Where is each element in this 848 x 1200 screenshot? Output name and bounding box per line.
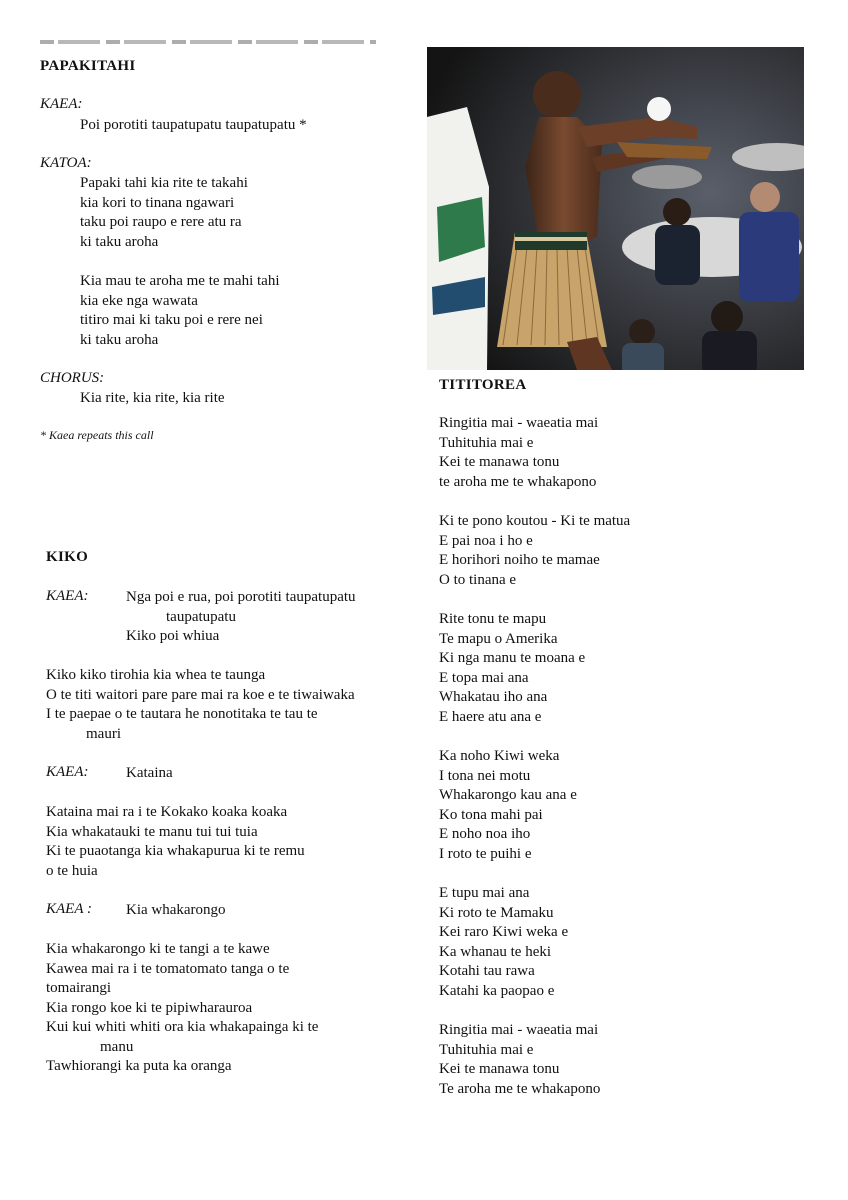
kiko-verse3 <box>46 940 318 1077</box>
kiko-verse2 <box>46 803 305 881</box>
text-line: mauri <box>86 725 121 742</box>
text-line: Ringitia mai - waeatia mai <box>439 415 599 431</box>
text-line: taupatupatu <box>166 608 236 625</box>
text-line: Te aroha me te whakapono <box>439 1080 601 1097</box>
text-line: Kia rite, kia rite, kia rite <box>80 390 225 406</box>
papakitahi-footnote: * Kaea repeats this call <box>40 428 154 442</box>
text-line: Ki roto te Mamaku <box>439 904 554 921</box>
tititorea-stanza-3 <box>439 610 585 727</box>
header-rule <box>40 40 376 44</box>
text-line: Ko tona mahi pai <box>439 806 543 823</box>
kiko-title: KIKO <box>46 549 89 565</box>
text-line: Poi porotiti taupatupatu taupatupatu * <box>80 117 307 133</box>
text-line: Te mapu o Amerika <box>439 630 558 647</box>
text-line: kia kori to tinana ngawari <box>80 194 235 211</box>
text-line: o te huia <box>46 862 98 879</box>
text-line: Kia whakarongo <box>126 902 226 918</box>
papakitahi-title: PAPAKITAHI <box>40 58 136 74</box>
text-line: O te titi waitori pare pare mai ra koe e te tiwaiwaka <box>46 686 355 703</box>
text-line: Whakarongo kau ana e <box>439 787 577 803</box>
text-line: ki taku aroha <box>80 233 159 250</box>
kiko-kaea2-label: KAEA: <box>46 764 89 780</box>
text-line: Kotahi tau rawa <box>439 963 535 979</box>
text-line: Nga poi e rua, poi porotiti taupatupatu <box>126 589 356 605</box>
kiko-kaea3-label: KAEA : <box>46 901 92 917</box>
papakitahi-chorus-line <box>80 389 225 409</box>
tititorea-stanza-6 <box>439 1021 600 1099</box>
text-line: E noho noa iho <box>439 826 531 842</box>
text-line: E pai noa i ho e <box>439 532 533 549</box>
text-line: tomairangi <box>46 980 111 996</box>
text-line: Tuhituhia mai e <box>439 1041 534 1058</box>
photo-illustration <box>427 47 804 370</box>
papakitahi-kaea-label: KAEA: <box>40 96 83 112</box>
text-line: titiro mai ki taku poi e rere nei <box>80 312 263 328</box>
text-line: Ki te puaotanga kia whakapurua ki te remu <box>46 843 305 859</box>
text-line: Rite tonu te mapu <box>439 611 547 627</box>
text-line: Kia whakatauki te manu tui tui tuia <box>46 823 258 840</box>
papakitahi-katoa-label: KATOA: <box>40 155 92 171</box>
text-line: I te paepae o te tautara he nonotitaka te tau te <box>46 706 318 722</box>
text-line: Ki nga manu te moana e <box>439 650 586 666</box>
text-line: Kataina mai ra i te Kokako koaka koaka <box>46 804 288 820</box>
text-line: Kei raro Kiwi weka e <box>439 924 569 940</box>
text-line: manu <box>100 1038 134 1055</box>
kiko-kaea1-text <box>126 588 356 647</box>
text-line: E haere atu ana e <box>439 708 542 725</box>
papakitahi-chorus-label: CHORUS: <box>40 370 105 386</box>
text-line: Kataina <box>126 765 173 781</box>
text-line: Kei te manawa tonu <box>439 454 560 470</box>
kiko-verse1 <box>46 666 355 744</box>
text-line: Ringitia mai - waeatia mai <box>439 1022 599 1038</box>
papakitahi-katoa-verse1 <box>80 174 248 252</box>
text-line: te aroha me te whakapono <box>439 473 597 490</box>
kiko-kaea3-text <box>126 901 226 921</box>
text-line: Kia whakarongo ki te tangi a te kawe <box>46 941 270 957</box>
kiko-kaea1-label: KAEA: <box>46 588 89 604</box>
text-line: kia eke nga wawata <box>80 292 198 309</box>
text-line: Kui kui whiti whiti ora kia whakapainga ki te <box>46 1019 319 1035</box>
poi-performer-photo <box>427 47 804 370</box>
tititorea-stanza-4 <box>439 747 577 864</box>
tititorea-stanza-2 <box>439 512 630 590</box>
kiko-kaea2-text <box>126 764 173 784</box>
papakitahi-katoa-verse2 <box>80 272 280 350</box>
text-line: Tuhituhia mai e <box>439 434 534 451</box>
text-line: Kiko kiko tirohia kia whea te taunga <box>46 667 266 683</box>
text-line: Kei te manawa tonu <box>439 1061 560 1077</box>
text-line: E tupu mai ana <box>439 885 530 901</box>
text-line: ki taku aroha <box>80 331 159 348</box>
text-line: Kia mau te aroha me te mahi tahi <box>80 273 280 289</box>
text-line: Kia rongo koe ki te pipiwharauroa <box>46 999 253 1016</box>
text-line: Papaki tahi kia rite te takahi <box>80 175 248 191</box>
tititorea-stanza-5 <box>439 884 568 1001</box>
text-line: Whakatau iho ana <box>439 689 548 705</box>
text-line: Ka whanau te heki <box>439 943 552 960</box>
text-line: E horihori noiho te mamae <box>439 552 600 568</box>
text-line: I tona nei motu <box>439 767 531 784</box>
text-line: O to tinana e <box>439 571 517 588</box>
text-line: E topa mai ana <box>439 669 529 686</box>
text-line: Kiko poi whiua <box>126 628 220 644</box>
tititorea-title: TITITOREA <box>439 377 527 393</box>
papakitahi-kaea-lines <box>80 116 307 136</box>
text-line: Ka noho Kiwi weka <box>439 748 560 764</box>
text-line: Tawhiorangi ka puta ka oranga <box>46 1058 232 1074</box>
text-line: I roto te puihi e <box>439 845 532 862</box>
text-line: taku poi raupo e rere atu ra <box>80 214 242 230</box>
text-line: Ki te pono koutou - Ki te matua <box>439 513 631 529</box>
text-line: Kawea mai ra i te tomatomato tanga o te <box>46 960 290 977</box>
tititorea-stanza-1 <box>439 414 598 492</box>
text-line: Katahi ka paopao e <box>439 982 555 999</box>
